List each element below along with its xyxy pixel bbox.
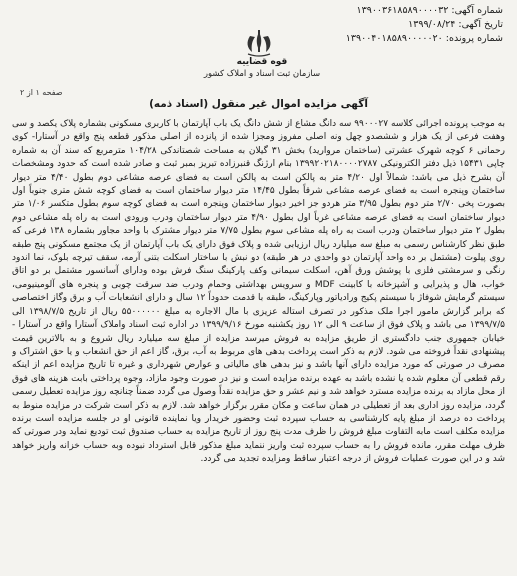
notice-body [12,118,505,566]
case-number-label: شماره پرونده: [445,33,503,44]
case-number: ۱۳۹۰۰۴۰۱۸۵۸۹۰۰۰۰۰۲۰ [345,33,443,44]
page-indicator: صفحه ۱ از ۲ [20,88,63,97]
notice-date: ۱۳۹۹/۰۸/۲۴ [408,19,456,30]
judiciary-name: قوه قضاییه [236,57,288,67]
organization-header [192,56,332,80]
registration-org-name: سازمان ثبت اسناد و املاک کشور [203,69,321,79]
notice-meta [346,4,503,46]
notice-body-paragraph: به موجب پرونده اجرائی کلاسه ۹۹۰۰۰۲۷ سه دانگ مشاع از شش دانگ یک باب آپارتمان با کاربری مسکونی بشماره پلاک یکصد و سی وهفت فرعی از یک هزار و ششصدو چهل ونه اصلی مفروز ومجزا شده از پانزده از اصلی مذکور قطعه پنج واقع در آستارا- کوی رحمانی ۶ کوچه شهرک عشرتی (ساختمان مروارید) بخش ۳۱ گیلان به مساحت شصتاندکی ۱۰۴/۲۸ مترمربع که سند آن به شماره چاپی ۱۵۴۳۱ ذیل دفتر الکترونیکی ۱۳۹۹۲۰۲۱۸۰۰۰۰۲۷۸۷ بنام ارژنگ قنبرزاده تبریز بمبر ثبت و صادر شده است که حدود ومشخصات آن بشرح ذیل می باشد: شمالاً اول ۴/۲۰ متر به پالکن است به پالکن است به فضای عرصه مشاعی دوم بطول ۴/۴۰ متر دیوار ساختمان وپنجره است به فضای عرصه مشاعی شرقاً بطول ۱۴/۴۵ متر دیوار ساختمان است به فضای کوچه شش متری جنوباً اول بصورت پخی ۲/۷۰ متر دوم بطول ۳/۹۵ متر هردو جز اخیر دیوار ساختمان وپنجره است به فضای کوچه سوم بطول متکسر ۱/۰۶ متر دیوار ساختمان است به فضای عرصه مشاعی غرباً اول بطول ۴/۹۰ متر دیوار ساختمان ودرب ورودی است به راه پله مشاعی دوم بطول ۲ متر دیوار ساختمان ودرب است به راه پله مشاعی سوم بطول ۷/۷۵ متر دیوار مشترک با واحد مجاور بشماره ۱۳۸ فرعی که طبق نظر کارشناس رسمی به مبلغ سه میلیارد ریال ارزیابی شده و پلاک فوق دارای یک باب آپارتمان از یک مجتمع مسکونی پنج طبقه روی پیلوت (مشتمل بر ده واحد آپارتمان دو واحدی در هر طبقه) دو نبش با ساختار اسکلت بتنی آرمه، سقف تیرچه بلوک، نما اندود رنگی و سرمشتی فلزی با پوشش ورق آهن، اسکلت سیمانی وکف پارکینگ سنگ فرش بوده ودارای آسانسور مشتمل بر دو اتاق خواب، هال و پذیرایی و آشپزخانه با کابینت MDF و سرویس بهداشتی وحمام ودرب ضد سرقت چوبی و پنجره های آلومینیومی، سیستم گرمایش شوفاژ با سیستم پکیج ورادیاتور وپارکینگ، طبقه با قدمت حدوداً ۱۲ سال و دارای انشعابات آب و برق وگاز اختصاصی که برابر گزارش مامور اجرا ملک مذکور در تصرف استاله عزیزی با مال الاجاره به مبلغ ۵۵۰۰۰۰۰۰ ریال از تاریخ ۱۳۹۸/۷/۵ الی ۱۳۹۹/۷/۵ می باشد و پلاک فوق از ساعت ۹ الی ۱۲ روز یکشنبه مورخ ۱۳۹۹/۹/۱۶ در اداره ثبت اسناد واملاک آستارا واقع در آستارا - خیابان جمهوری جنب دادگستری از طریق مزایده به فروش میرسد مزایده از مبلغ سه میلیارد ریال شروع و به بالاترین قیمت پیشنهادی نقداً فروخته می شود. لازم به ذکر است پرداخت بدهی های مربوط به آب، برق، گاز اعم از حق انشعاب و یا حق اشتراک و مصرف در صورتی که مورد مزایده دارای آنها باشد و نیز بدهی های مالیاتی و عوارض شهرداری و غیره تا تاریخ مزایده اعم از اینکه رقم قطعی آن معلوم شده یا نشده باشد به عهده برنده مزایده است و نیز در صورت وجود مازاد، وجوه پرداختی بابت هزینه های فوق از محل مازاد به برنده مزایده مسترد خواهد شد و نیم عشر و حق مزایده نقداً وصول می گردد ضمناً چنانچه روز مزایده تعطیل رسمی گردد، مزایده روز اداری بعد از تعطیلی در همان ساعت و مکان مقرر برگزار خواهد شد. لازم به ذکر است شرکت در مزایده منوط به پرداخت ده درصد از مبلغ پایه کارشناسی به حساب سپرده ثبت وحضور خریدار ویا نماینده قانونی او در جلسه مزایده است برنده مزایده مکلف است مابه التفاوت مبلغ فروش را ظرف مدت پنج روز از تاریخ مزایده به حساب صندوق ثبت تودیع نماید ودر صورتی که ظرف مهلت مقرر، مانده فروش را به حساب سپرده ثبت واریز ننماید مبلغ مذکور قابل استرداد نبوده وبه حساب خزانه واریز خواهد شد و در این صورت عملیات فروش از درجه اعتبار ساقط ومزایده تجدید می گردد. [12,119,505,465]
notice-number-label: شماره آگهی: [451,5,503,16]
notice-date-row [346,18,503,32]
notice-date-label: تاریخ آگهی: [458,19,503,30]
case-number-row [346,32,503,46]
notice-title: آگهی مزایده اموال غیر منقول (اسناد ذمه) [149,98,368,110]
notice-number-row [346,4,503,18]
notice-number: ۱۳۹۰۰۳۶۱۸۵۸۹۰۰۰۰۳۲ [356,5,449,16]
